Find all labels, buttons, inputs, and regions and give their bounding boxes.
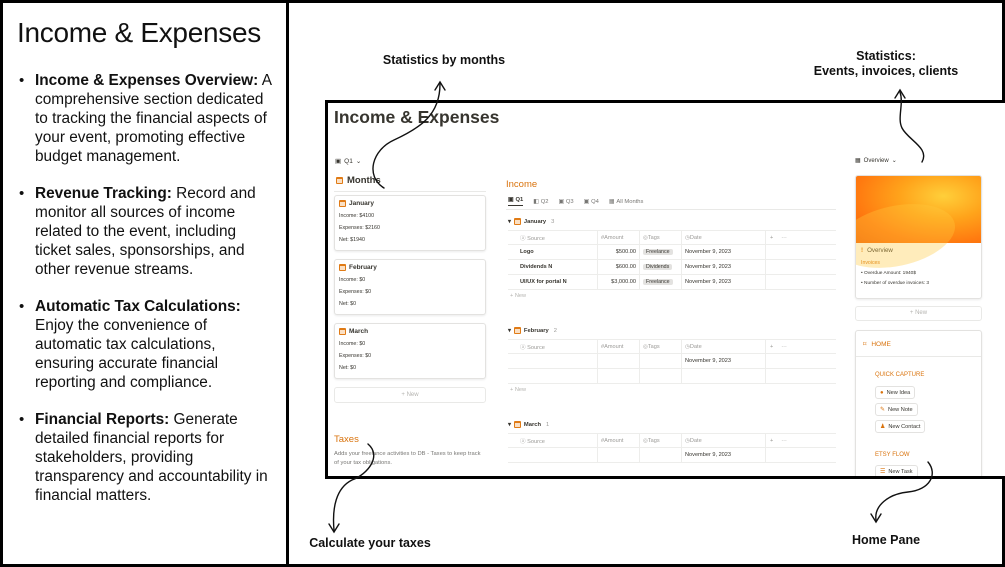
taxes-description: Adds your freelance activities to DB - Taxes to keep track of your tax obligations. [334, 451, 481, 466]
cell-tag: Freelance [643, 249, 673, 255]
divider [506, 209, 836, 210]
feature-heading: Revenue Tracking: [35, 185, 172, 202]
feature-text: Generate detailed financial reports for stakeholders, providing transparency and accountability in financial matters. [35, 411, 268, 504]
text-icon: ⓐ [520, 235, 528, 242]
column-label: Date [689, 437, 702, 444]
months-heading-label: Months [347, 175, 381, 186]
left-panel [0, 0, 289, 567]
button-label: New Contact [888, 423, 921, 430]
feature-text: A comprehensive section dedicated to tracking the financial aspects of your event, promoting effective budget management. [35, 72, 272, 165]
feature-text: Record and monitor all sources of income related to the event, including ticket sales, sponsorships, and other revenue streams. [35, 185, 256, 278]
home-heading[interactable] [863, 340, 891, 348]
group-header[interactable] [508, 421, 549, 428]
cell-date: November 9, 2023 [681, 245, 765, 259]
group-name: March [523, 421, 541, 428]
month-income: Income: $0 [339, 277, 366, 283]
app-screenshot [325, 100, 1005, 479]
divider [334, 191, 486, 192]
text-icon: ⓐ [520, 438, 528, 445]
tag-icon: ◎ [643, 234, 648, 241]
annotation-stats-events [812, 49, 960, 79]
grid-icon: ▦ [608, 198, 615, 205]
annotation-home: Home Pane [851, 533, 921, 547]
chevron-down-icon: ⌄ [891, 158, 897, 164]
button-label: New Idea [886, 389, 911, 396]
calendar-icon [339, 264, 346, 271]
view-selector-label: Q1 [344, 157, 353, 165]
table-row[interactable] [508, 245, 836, 260]
tab-q3[interactable] [558, 197, 573, 206]
cell-tag: Freelance [643, 279, 673, 285]
month-net: Net: $1940 [339, 237, 365, 243]
income-tabs [508, 197, 643, 206]
column-date[interactable] [681, 340, 765, 353]
income-heading: Income [506, 179, 538, 190]
calendar-icon [339, 200, 346, 207]
annotation-taxes: Calculate your taxes [309, 536, 431, 550]
column-label: Tags [647, 343, 660, 350]
months-heading [336, 175, 381, 186]
column-label: Tags [647, 437, 660, 444]
column-tags[interactable] [639, 231, 681, 244]
new-contact-button[interactable] [875, 420, 925, 433]
add-column-icon[interactable]: + [770, 437, 774, 444]
button-label: New Task [888, 468, 913, 475]
more-icon[interactable]: ··· [781, 234, 787, 241]
tag-icon: ◎ [643, 343, 648, 350]
overview-selector[interactable] [855, 157, 897, 164]
home-pane [855, 330, 982, 479]
toggle-icon: ▾ [508, 218, 511, 225]
column-actions [765, 434, 836, 447]
calendar-icon [514, 327, 521, 334]
month-net: Net: $0 [339, 301, 357, 307]
cell-source: Dividends N [520, 264, 553, 270]
cell-source: UI/UX for portal N [520, 279, 567, 285]
column-date[interactable] [681, 231, 765, 244]
month-card[interactable] [334, 195, 486, 251]
column-actions [765, 340, 836, 353]
group-count: 2 [553, 327, 557, 334]
quick-capture-heading: QUICK CAPTURE [875, 372, 925, 378]
column-tags[interactable] [639, 340, 681, 353]
column-label: Amount [604, 234, 624, 241]
new-task-button[interactable] [875, 465, 918, 478]
month-card[interactable] [334, 323, 486, 379]
toggle-icon: ▾ [508, 327, 511, 334]
annotation-stats-events-line2: Events, invoices, clients [813, 64, 959, 78]
column-amount[interactable] [597, 231, 639, 244]
table-header [508, 230, 836, 245]
table-row[interactable] [508, 260, 836, 275]
board-icon: ◧ [533, 198, 539, 205]
table-icon: ▣ [508, 197, 514, 203]
tab-q1[interactable] [508, 197, 523, 206]
more-icon[interactable]: ··· [781, 343, 787, 350]
button-label: New Note [888, 406, 913, 413]
table-header [508, 339, 836, 354]
screenshot-page-title: Income & Expenses [334, 107, 500, 127]
group-name: January [523, 218, 547, 225]
view-selector[interactable] [335, 157, 361, 165]
column-label: Source [527, 344, 545, 351]
add-column-icon[interactable]: + [770, 234, 774, 241]
month-card[interactable] [334, 259, 486, 315]
new-idea-button[interactable] [875, 386, 915, 399]
month-expenses: Expenses: $0 [339, 353, 372, 359]
column-tags[interactable] [639, 434, 681, 447]
calendar-icon [336, 177, 343, 184]
cell-tag: Dividends [643, 264, 672, 270]
etsy-flow-heading: ETSY FLOW [875, 452, 910, 458]
tab-q2[interactable] [533, 197, 548, 206]
cell-amount: $500.00 [597, 245, 639, 259]
calendar-icon [339, 328, 346, 335]
tab-label: Q4 [591, 198, 599, 205]
new-overview-button[interactable]: + New [855, 306, 982, 321]
cell-date: November 9, 2023 [681, 275, 765, 289]
tab-label: Q3 [565, 198, 574, 205]
new-month-button[interactable]: + New [334, 387, 486, 403]
column-source[interactable] [508, 234, 597, 242]
column-label: Amount [604, 343, 624, 350]
table-row[interactable] [508, 448, 836, 463]
column-label: Date [689, 343, 702, 350]
column-label: Tags [647, 234, 660, 241]
cell-date: November 9, 2023 [681, 260, 765, 274]
column-date[interactable] [681, 434, 765, 447]
group-header[interactable] [508, 218, 554, 225]
gallery-icon: ▦ [855, 158, 861, 164]
column-amount[interactable] [597, 434, 639, 447]
feature-item [17, 71, 272, 166]
clock-icon: ◷ [685, 234, 690, 241]
table-row[interactable] [508, 354, 836, 369]
cell-amount: $600.00 [597, 260, 639, 274]
feature-text: Enjoy the convenience of automatic tax calculations, ensuring accurate financial reporting and compliance. [35, 317, 219, 391]
bookmark-icon: ⌑ [863, 341, 867, 348]
tab-all-months[interactable] [609, 197, 644, 206]
new-note-button[interactable] [875, 403, 918, 416]
group-header[interactable] [508, 327, 557, 334]
feature-item [17, 410, 272, 505]
month-name: March [349, 328, 369, 335]
table-icon: ▣ [558, 198, 564, 205]
pencil-icon: ✎ [880, 407, 886, 413]
month-income: Income: $0 [339, 341, 366, 347]
column-actions [765, 231, 836, 244]
group-count: 1 [546, 421, 550, 428]
list-icon: ☰ [880, 469, 886, 475]
text-icon: ⓐ [520, 344, 528, 351]
month-net: Net: $0 [339, 365, 357, 371]
overview-item: • Number of overdue invoices: 3 [861, 281, 930, 286]
cover-image [856, 176, 981, 243]
table-header [508, 433, 836, 448]
more-icon[interactable]: ··· [781, 437, 787, 444]
chevron-down-icon: ⌄ [355, 158, 362, 165]
annotation-stats-months: Statistics by months [382, 53, 506, 67]
month-name: January [349, 200, 374, 207]
income-table-march [508, 433, 836, 463]
income-table-january [508, 230, 836, 302]
number-icon: # [601, 343, 605, 350]
feature-item [17, 297, 272, 392]
cell-source: Logo [520, 249, 534, 255]
column-source[interactable] [508, 437, 597, 445]
new-row-button[interactable]: + New [510, 387, 527, 393]
calendar-icon [514, 421, 521, 428]
number-icon: # [601, 437, 605, 444]
column-label: Date [689, 234, 702, 241]
tab-label: All Months [616, 198, 644, 205]
table-icon: ▣ [583, 198, 590, 205]
feature-list [17, 71, 272, 505]
home-heading-label: HOME [871, 340, 891, 348]
overview-item: • Overdue Amount: 1940$ [861, 271, 917, 276]
taxes-heading: Taxes [334, 434, 359, 445]
tab-label: Q2 [540, 198, 549, 205]
clock-icon: ◷ [685, 343, 690, 350]
number-icon: # [601, 234, 605, 241]
table-icon: ▣ [335, 158, 342, 165]
overview-card[interactable] [855, 175, 982, 299]
divider [856, 356, 981, 357]
month-expenses: Expenses: $2160 [339, 225, 380, 231]
column-amount[interactable] [597, 340, 639, 353]
column-label: Source [527, 235, 545, 242]
calendar-icon [514, 218, 521, 225]
month-name: February [349, 264, 377, 271]
annotation-stats-events-line1: Statistics: [856, 49, 916, 63]
new-row-button[interactable]: + New [510, 293, 527, 299]
feature-item [17, 184, 272, 279]
group-name: February [523, 327, 549, 334]
tab-q4[interactable] [584, 197, 599, 206]
cell-amount [597, 448, 639, 462]
lightbulb-icon: ● [880, 389, 884, 396]
cell-amount [597, 354, 639, 368]
toggle-icon: ▾ [508, 421, 511, 428]
column-label: Amount [604, 437, 624, 444]
column-source[interactable] [508, 343, 597, 351]
clock-icon: ◷ [685, 437, 690, 444]
cell-amount: $3,000.00 [597, 275, 639, 289]
column-label: Source [527, 438, 545, 445]
month-income: Income: $4100 [339, 213, 375, 219]
cell-date: November 9, 2023 [681, 354, 765, 368]
month-expenses: Expenses: $0 [339, 289, 372, 295]
page-title: Income & Expenses [17, 17, 261, 48]
overview-selector-label: Overview [863, 157, 889, 164]
tab-label: Q1 [515, 197, 524, 203]
cell-date: November 9, 2023 [681, 448, 765, 462]
group-count: 3 [551, 218, 555, 225]
table-row[interactable] [508, 275, 836, 290]
table-row-empty[interactable] [508, 369, 836, 384]
tag-icon: ◎ [643, 437, 648, 444]
income-table-february [508, 339, 836, 396]
feature-heading: Financial Reports: [35, 411, 170, 428]
person-icon: ♟ [880, 424, 886, 430]
feature-heading: Income & Expenses Overview: [35, 72, 259, 89]
feature-heading: Automatic Tax Calculations: [35, 298, 241, 315]
add-column-icon[interactable]: + [770, 343, 774, 350]
